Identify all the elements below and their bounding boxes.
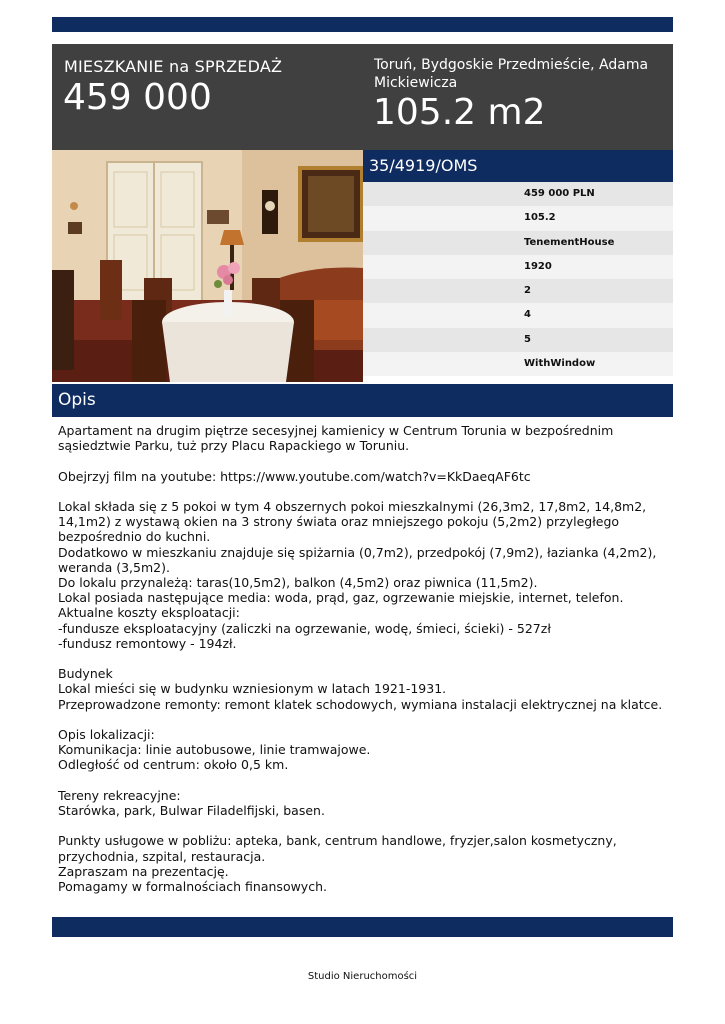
detail-row bbox=[363, 279, 673, 303]
listing-header bbox=[52, 44, 673, 150]
listing-area: 105.2 m2 bbox=[373, 92, 546, 133]
detail-row bbox=[363, 255, 673, 279]
detail-row bbox=[363, 303, 673, 327]
description-line: Aktualne koszty eksploatacji: bbox=[58, 605, 240, 621]
footer-agency-name: Studio Nieruchomości bbox=[307, 971, 418, 982]
description-line: weranda (3,5m2). bbox=[58, 559, 170, 575]
detail-row bbox=[363, 182, 673, 206]
description-title: Opis bbox=[58, 390, 96, 410]
description-header bbox=[52, 384, 673, 417]
description-line: Przeprowadzone remonty: remont klatek schodowych, wymiana instalacji elektrycznej na klatce. bbox=[58, 696, 663, 712]
detail-floor: 2 bbox=[524, 285, 531, 297]
reference-number: 35/4919/OMS bbox=[369, 156, 478, 175]
detail-rooms: 5 bbox=[524, 333, 531, 345]
apartment-photo bbox=[52, 150, 363, 382]
description-line: Tereny rekreacyjne: bbox=[58, 787, 181, 803]
detail-row bbox=[363, 352, 673, 376]
detail-price: 459 000 PLN bbox=[524, 188, 595, 199]
description-line: Starówka, park, Bulwar Filadelfijski, basen. bbox=[58, 803, 325, 818]
description-line bbox=[58, 712, 670, 727]
description-line: Odległość od centrum: około 0,5 km. bbox=[58, 757, 289, 773]
description-line: 14,1m2) z wystawą okien na 3 strony świata oraz mniejszego pokoju (5,2m2) przyległego bbox=[58, 514, 620, 530]
description-line: sąsiedztwie Parku, tuż przy Placu Rapackiego w Toruniu. bbox=[58, 438, 410, 454]
details-table bbox=[363, 182, 673, 376]
bottom-accent-bar bbox=[52, 917, 673, 937]
description-line: Do lokalu przynależą: taras(10,5m2), balkon (4,5m2) oraz piwnica (11,5m2). bbox=[58, 575, 538, 590]
description-line: Dodatkowo w mieszkaniu znajduje się spiżarnia (0,7m2), przedpokój (7,9m2), łazianka (4,2m2), bbox=[58, 544, 657, 560]
description-line: Punkty usługowe w pobliżu: apteka, bank, centrum handlowe, fryzjer,salon kosmetyczny, bbox=[58, 833, 617, 849]
description-line: -fundusze eksploatacyjny (zaliczki na ogrzewanie, wodę, śmieci, ścieki) - 527zł bbox=[58, 620, 551, 636]
detail-floors-total: 4 bbox=[524, 309, 531, 321]
listing-type: MIESZKANIE na SPRZEDAŻ bbox=[64, 57, 283, 76]
listing-price: 459 000 bbox=[63, 77, 212, 118]
description-line: Budynek bbox=[58, 666, 113, 682]
detail-kitchen: WithWindow bbox=[524, 358, 596, 370]
description-line: Lokal składa się z 5 pokoi w tym 4 obszernych pokoi mieszkalnymi (26,3m2, 17,8m2, 14,8m2, bbox=[58, 498, 647, 514]
description-line: Zapraszam na prezentację. bbox=[58, 863, 229, 879]
reference-bar bbox=[363, 150, 673, 182]
description-line: Pomagamy w formalnościach finansowych. bbox=[58, 879, 327, 894]
detail-building-type: TenementHouse bbox=[524, 236, 615, 248]
description-line: Obejrzyj film na youtube: https://www.youtube.com/watch?v=KkDaeqAF6tc bbox=[58, 468, 531, 484]
description-line: Opis lokalizacji: bbox=[58, 727, 155, 742]
description-line: Lokal mieści się w budynku wzniesionym w latach 1921-1931. bbox=[58, 681, 447, 697]
detail-area: 105.2 bbox=[524, 212, 556, 224]
detail-row bbox=[363, 231, 673, 255]
description-line: Apartament na drugim piętrze secesyjnej kamienicy w Centrum Torunia w bezpośrednim bbox=[58, 423, 614, 438]
description-line: bezpośrednio do kuchni. bbox=[58, 529, 211, 545]
description-line: Lokal posiada następujące media: woda, prąd, gaz, ogrzewanie miejskie, internet, telefon. bbox=[58, 590, 624, 606]
description-line: Komunikacja: linie autobusowe, linie tramwajowe. bbox=[58, 742, 371, 758]
detail-year: 1920 bbox=[524, 260, 552, 272]
description-line: -fundusz remontowy - 194zł. bbox=[58, 635, 237, 651]
listing-location: Toruń, Bydgoskie Przedmieście, Adama Mickiewicza bbox=[374, 57, 649, 91]
description-line bbox=[58, 818, 670, 833]
description-body bbox=[58, 423, 670, 894]
description-line bbox=[58, 651, 670, 666]
description-line bbox=[58, 453, 670, 468]
detail-row bbox=[363, 328, 673, 352]
top-accent-bar bbox=[52, 17, 673, 32]
description-line bbox=[58, 484, 670, 499]
description-line: przychodnia, szpital, restauracja. bbox=[58, 848, 266, 864]
description-line bbox=[58, 773, 670, 788]
detail-row bbox=[363, 206, 673, 230]
